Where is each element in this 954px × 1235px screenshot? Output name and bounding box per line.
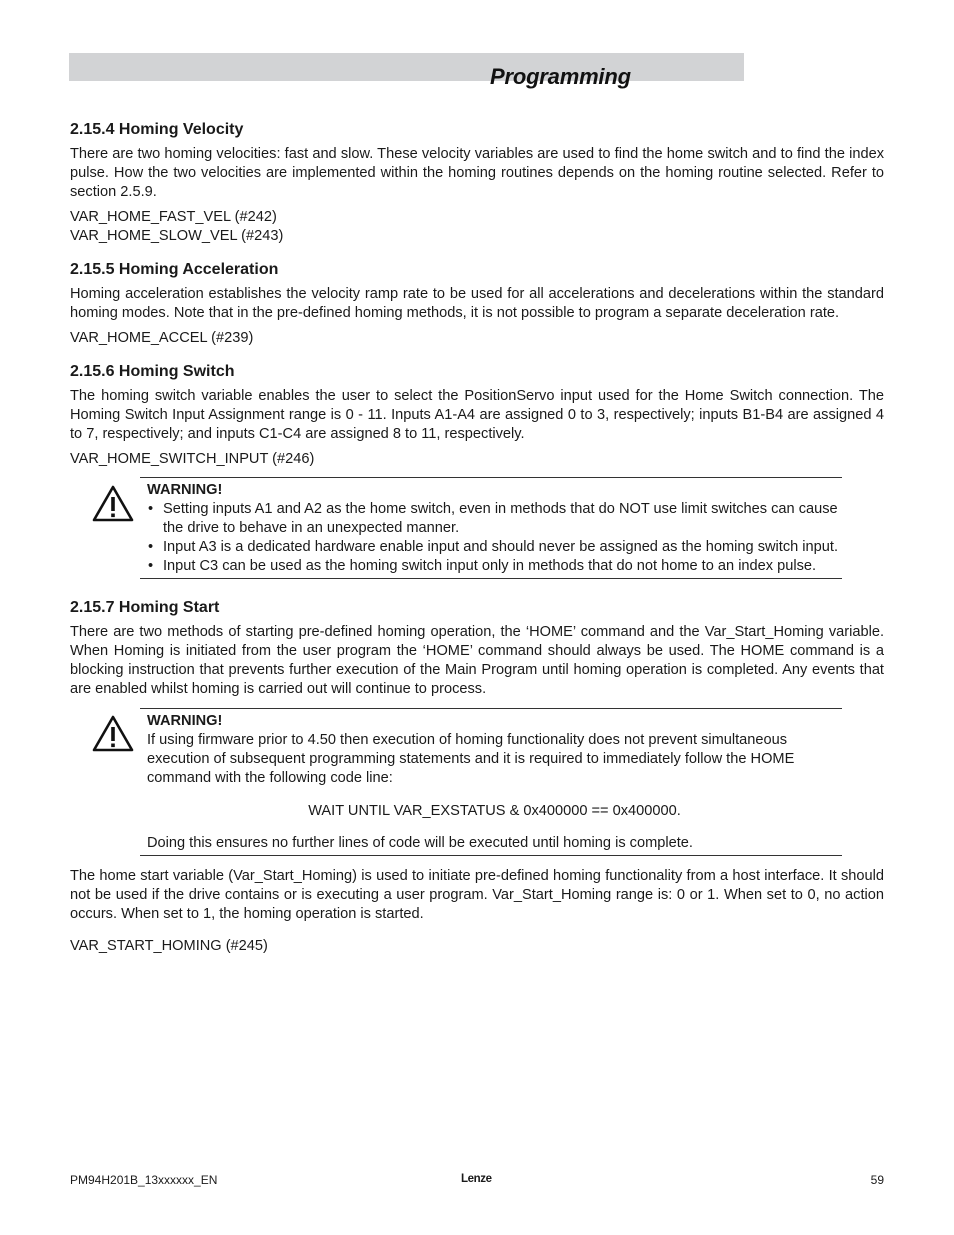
warning-item: • Setting inputs A1 and A2 as the home switch, even in methods that do NOT use limit switches can cause the drive to behave in an unexpected manner.: [147, 500, 842, 538]
home-start-variable-text: The home start variable (Var_Start_Homing) is used to initiate pre-defined homing functionality from a host interface. It should not be used if the drive contains or is executing a user program. Var_Start_Homing range is: 0 or 1. When set to 0, no action occurs. When set to 1, the homing operation is started.: [70, 868, 884, 922]
var-home-switch-input: VAR_HOME_SWITCH_INPUT (#246): [70, 451, 315, 467]
var-start-homing: VAR_START_HOMING (#245): [70, 938, 268, 954]
warning-block-homing-switch: [70, 477, 842, 579]
homing-switch-text: The homing switch variable enables the user to select the PositionServo input used for the Home Switch connection. The Homing Switch Input Assignment range is 0 - 11. Inputs A1-A4 are assigned 0 to 3, respectively; inputs B1-B4 are assigned 4 to 7, respectively; and inputs C1-C4 are assigned 8 to 11, respectively.: [70, 388, 884, 442]
homing-acceleration-text: Homing acceleration establishes the velocity ramp rate to be used for all accelerations and decelerations within the standard homing modes. Note that in the pre-defined homing methods, it is not possible to program a separate deceleration rate.: [70, 286, 884, 321]
header-bar: [69, 53, 744, 81]
warning-item: • Input A3 is a dedicated hardware enable input and should never be assigned as the homing switch input.: [147, 538, 842, 557]
section-heading-homing-acceleration: 2.15.5 Homing Acceleration: [70, 261, 279, 278]
warning-list: [147, 500, 842, 576]
code-line: WAIT UNTIL VAR_EXSTATUS & 0x400000 == 0x400000.: [308, 803, 681, 819]
warning-triangle-icon: [92, 485, 134, 523]
warning-text: If using firmware prior to 4.50 then execution of homing functionality does not prevent simultaneous execution of subsequent programming statements and it is required to immediately follow the HOME command with the following code line:: [147, 732, 795, 786]
homing-start-text: There are two methods of starting pre-defined homing operation, the ‘HOME’ command and the Var_Start_Homing variable. When Homing is initiated from the user program the ‘HOME’ command should always be used. The HOME command is a blocking instruction that prevents further execution of the Main Program until homing operation is completed. Any events that are enabled whilst homing is carried out will continue to process.: [70, 624, 884, 697]
var-home-accel: VAR_HOME_ACCEL (#239): [70, 330, 254, 346]
section-heading-homing-velocity: 2.15.4 Homing Velocity: [70, 121, 244, 138]
homing-velocity-text: There are two homing velocities: fast and slow. These velocity variables are used to find the home switch and to find the index pulse. How the two velocities are implemented within the homing routines depends on the homing routine selected. Refer to section 2.5.9.: [70, 146, 884, 200]
page-title: Programming: [490, 64, 631, 89]
brand-logo: Lenze: [461, 1173, 492, 1185]
warning-block-homing-start: [70, 708, 842, 856]
warning-after-text: Doing this ensures no further lines of code will be executed until homing is complete.: [147, 835, 693, 851]
section-heading-homing-start: 2.15.7 Homing Start: [70, 599, 220, 616]
var-home-slow-vel: VAR_HOME_SLOW_VEL (#243): [70, 228, 284, 244]
warning-title: WARNING!: [147, 482, 223, 498]
page-number: 59: [870, 1173, 884, 1187]
main-content: [70, 119, 884, 956]
warning-item: • Input C3 can be used as the homing switch input only in methods that do not home to an index pulse.: [147, 557, 842, 576]
section-heading-homing-switch: 2.15.6 Homing Switch: [70, 363, 235, 380]
var-home-fast-vel: VAR_HOME_FAST_VEL (#242): [70, 209, 277, 225]
warning-box: [140, 477, 842, 579]
warning-title: WARNING!: [147, 713, 223, 729]
warning-triangle-icon: [92, 715, 134, 753]
doc-id: PM94H201B_13xxxxxx_EN: [70, 1173, 218, 1187]
warning-box: [140, 708, 842, 856]
